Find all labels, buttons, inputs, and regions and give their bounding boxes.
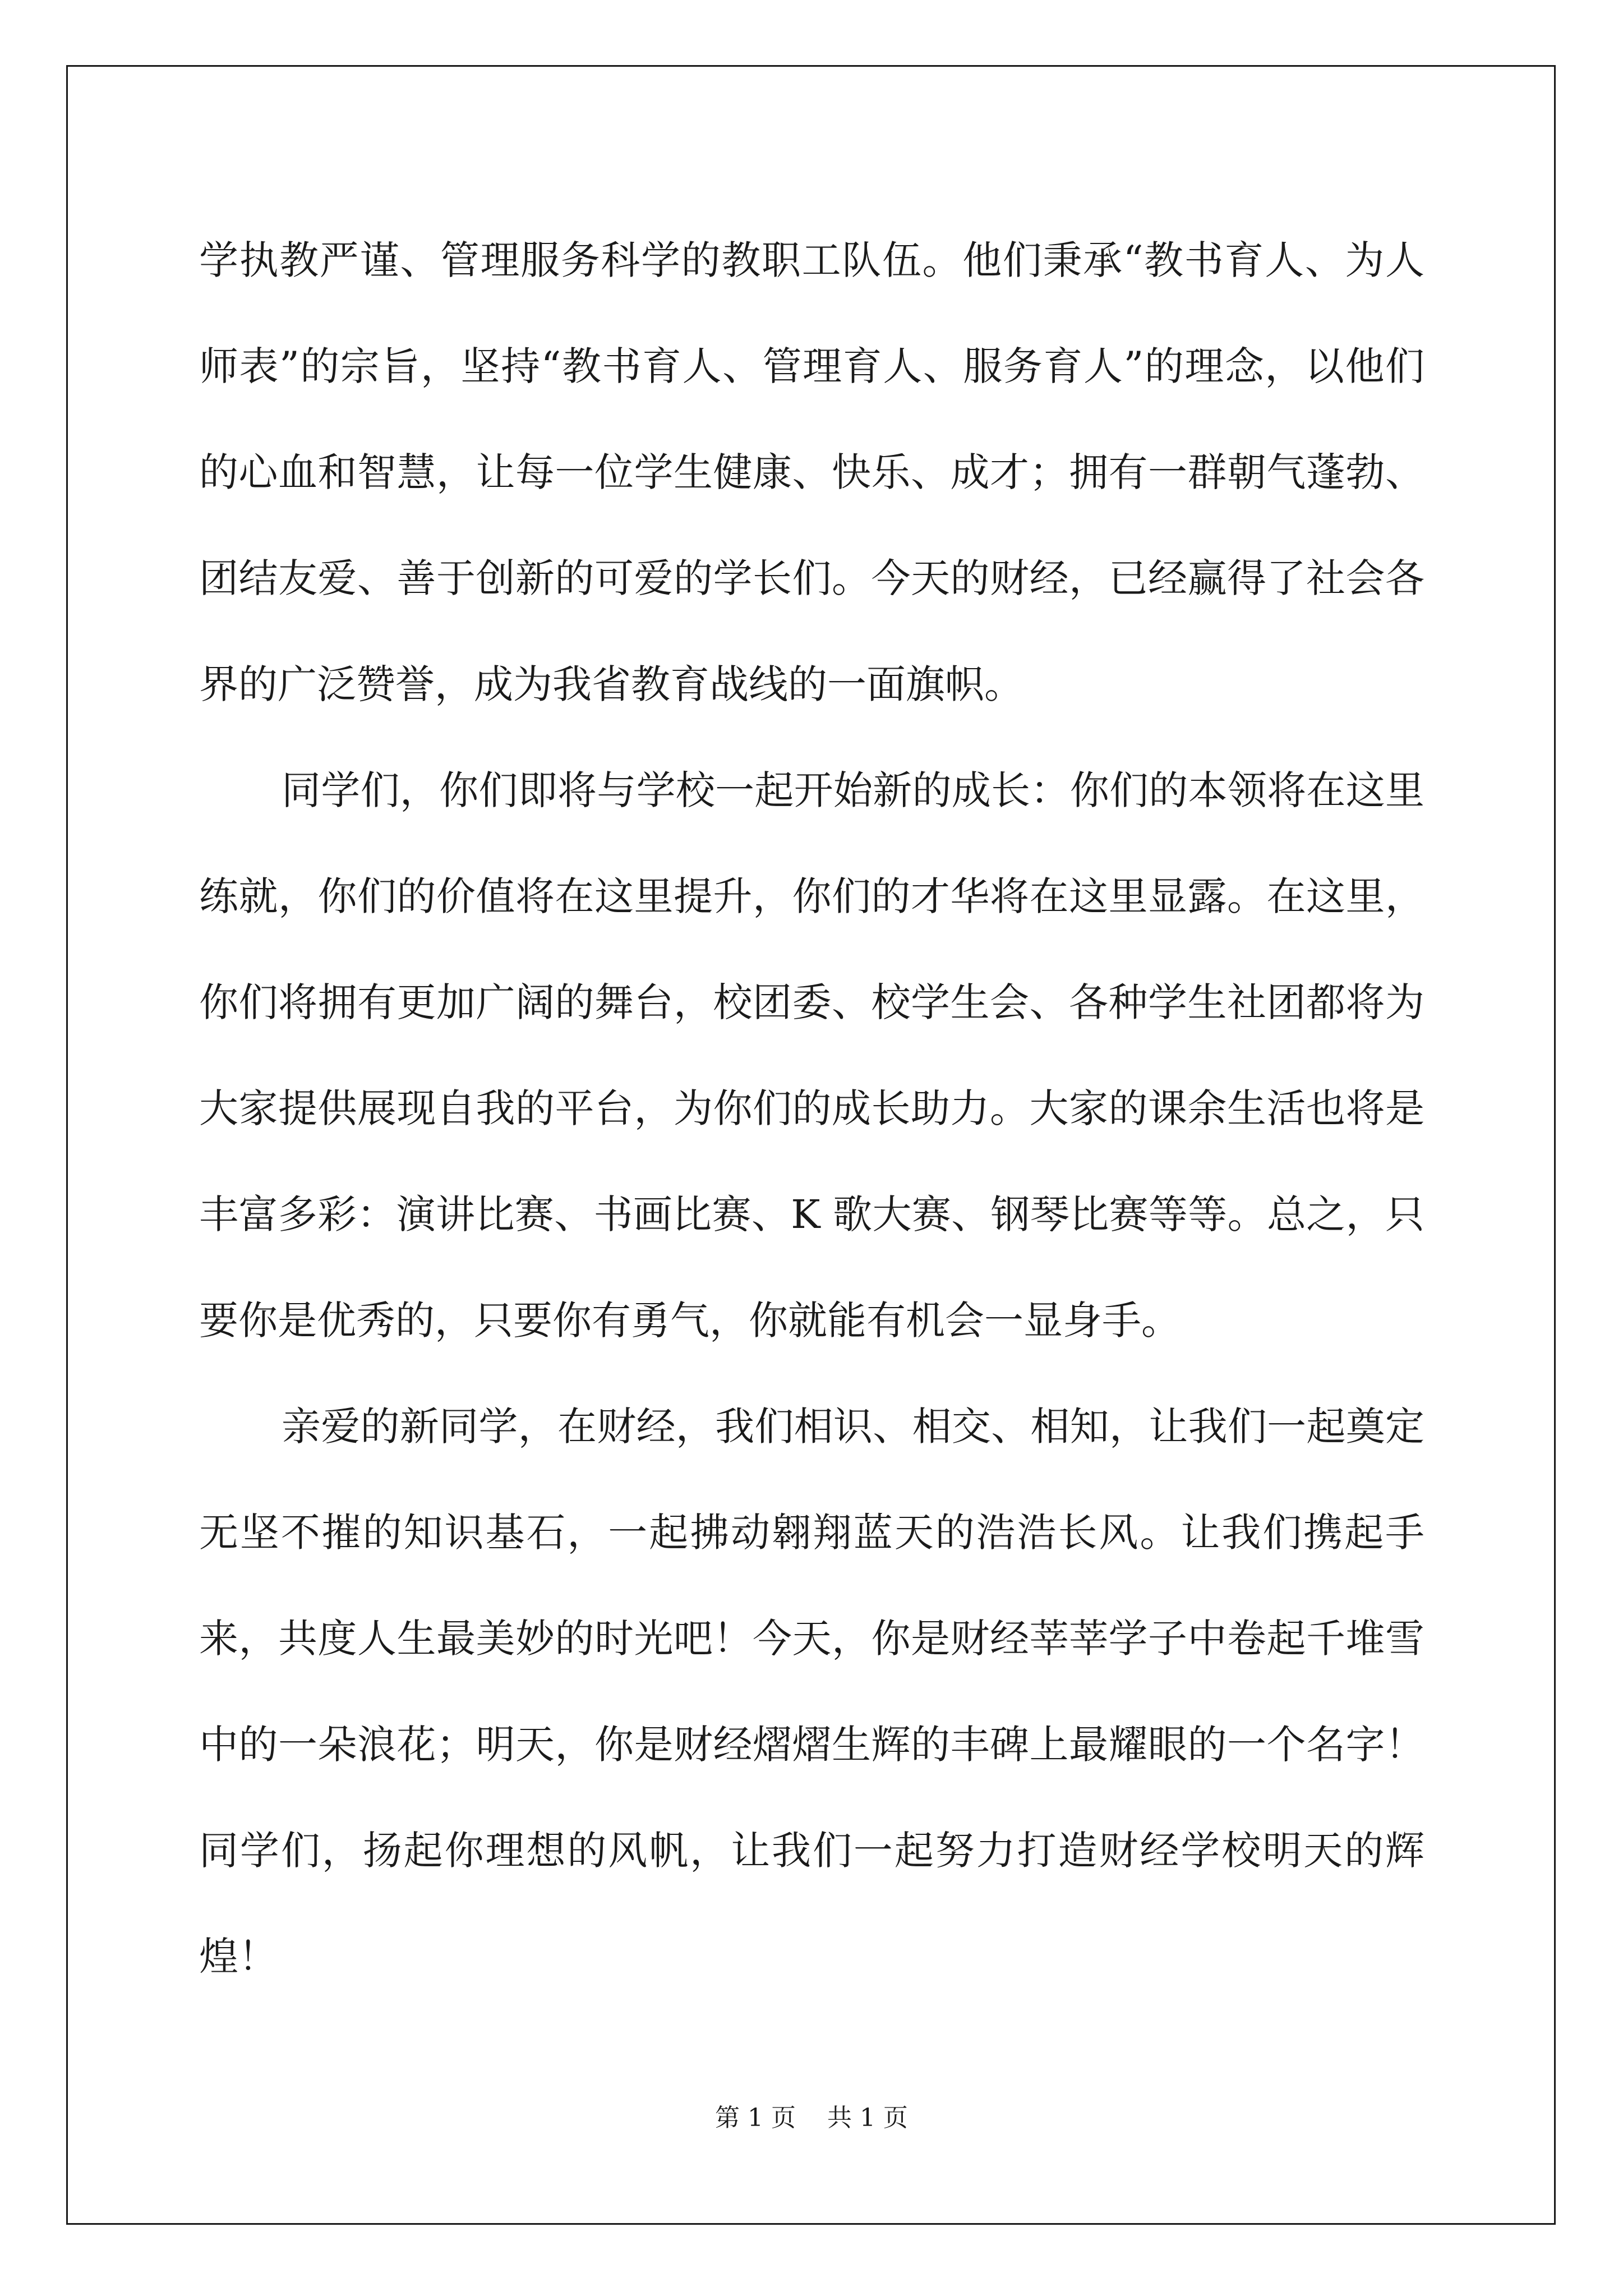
page-number-total: 共 1 页: [827, 2104, 908, 2132]
paragraph-1: 学执教严谨、管理服务科学的教职工队伍。他们秉承“教书育人、为人师表”的宗旨，坚持“教书育人、管理育人、服务育人”的理念，以他们的心血和智慧，让每一位学生健康、快乐、成才；拥有一群朝气蓬勃、团结友爱、善于创新的可爱的学长们。今天的财经，已经赢得了社会各界的广泛赞誉，成为我省教育战线的一面旗帜。: [199, 237, 1424, 707]
paragraph-3: 亲爱的新同学，在财经，我们相识、相交、相知，让我们一起奠定无坚不摧的知识基石，一起拂动翱翔蓝天的浩浩长风。让我们携起手来，共度人生最美妙的时光吧！今天，你是财经莘莘学子中卷起千堆雪中的一朵浪花；明天，你是财经熠熠生辉的丰碑上最耀眼的一个名字！同学们，扬起你理想的风帆，让我们一起努力打造财经学校明天的辉煌！: [199, 1404, 1424, 1980]
page-footer: [0, 2101, 1623, 2135]
paragraph-2: 同学们，你们即将与学校一起开始新的成长：你们的本领将在这里练就，你们的价值将在这里提升，你们的才华将在这里显露。在这里，你们将拥有更加广阔的舞台，校团委、校学生会、各种学生社团都将为大家提供展现自我的平台，为你们的成长助力。大家的课余生活也将是丰富多彩：演讲比赛、书画比赛、K 歌大赛、钢琴比赛等等。总之，只要你是优秀的，只要你有勇气，你就能有机会一显身手。: [199, 767, 1424, 1343]
page-number-current: 第 1 页: [715, 2104, 796, 2132]
document-body: [199, 208, 1424, 2010]
